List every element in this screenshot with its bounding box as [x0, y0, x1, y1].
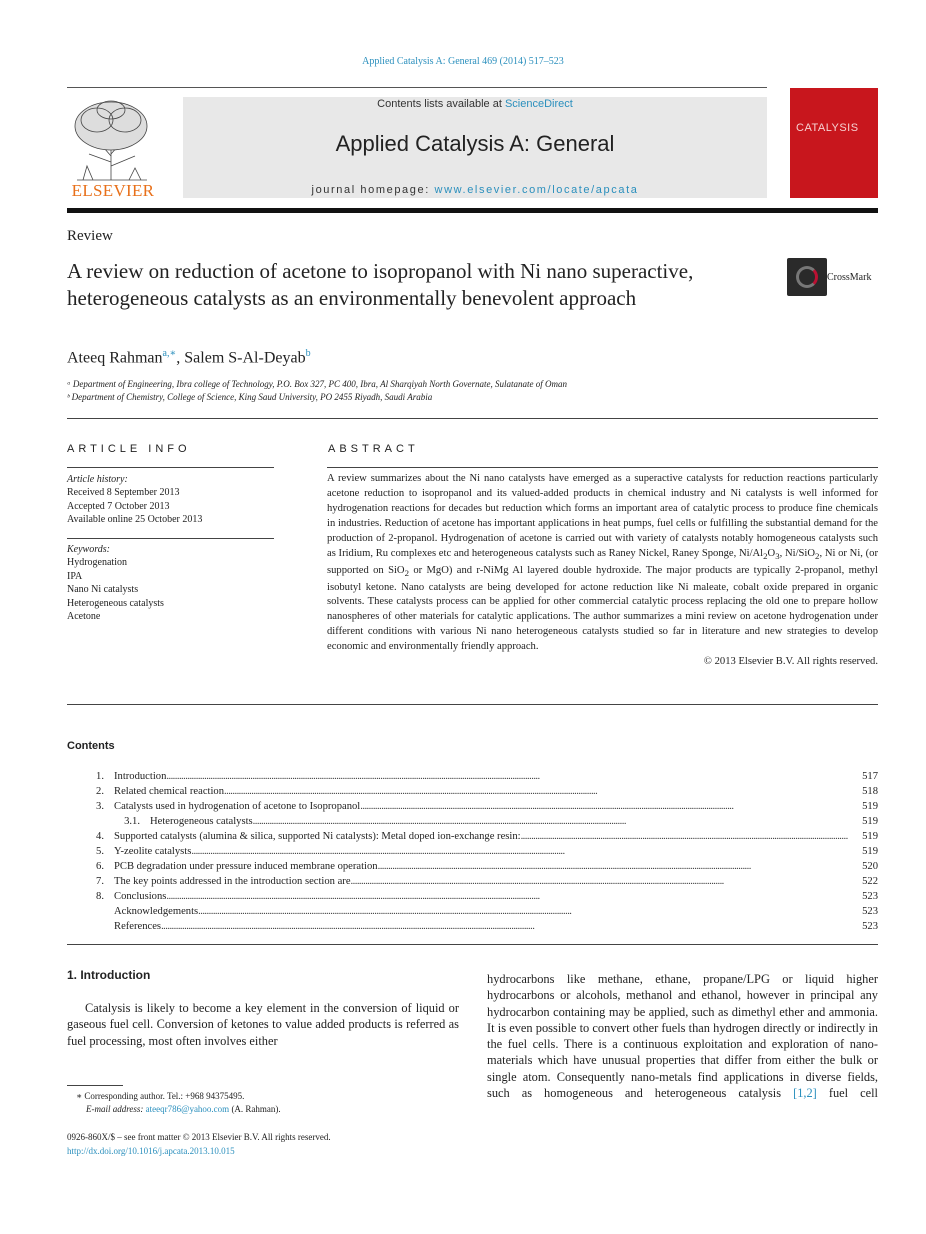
introduction-heading: 1. Introduction — [67, 968, 151, 982]
toc-entry-page[interactable]: 519 — [862, 831, 878, 842]
online-date: Available online 25 October 2013 — [67, 514, 203, 526]
body-paragraph: hydrocarbons like methane, ethane, propane/LPG or liquid higher hydrocarbons or alcohols, methanol and ethanol, however in principal any hydrocarbon containing may be applied, such as dimethyl ether and ammonia. It is even possible to convert other fuels than hydrogen directly or indirectly in the fuel cells. There is a continuous exploitation and exploration of nano-materials which have unusual properties that differ from either the bulk or single atom. Consequently nano-metals find applications in diverse fields, such as homogeneous and heterogeneous catalysis [1,2] fuel cell — [487, 972, 878, 1101]
toc-entry-page[interactable]: 519 — [862, 816, 878, 827]
toc-entry-title[interactable]: Related chemical reaction — [114, 786, 224, 797]
homepage-prefix: journal homepage: — [311, 184, 435, 196]
toc-dot-leader — [161, 919, 848, 934]
sciencedirect-link[interactable]: ScienceDirect — [504, 98, 573, 110]
contents-availability — [183, 98, 767, 110]
article-title: A review on reduction of acetone to isopropanol with Ni nano superactive, heterogeneous catalysts as an environmentally benevolent approach — [67, 259, 694, 310]
corresponding-author-note: ∗ Corresponding author. Tel.: +968 94375495. — [76, 1091, 245, 1101]
toc-entry-title[interactable]: Introduction — [114, 771, 167, 782]
toc-dot-leader — [166, 889, 848, 904]
email-suffix: (A. Rahman). — [229, 1104, 281, 1114]
author-affiliation-link[interactable]: b — [305, 348, 311, 359]
toc-entry-page[interactable]: 522 — [862, 876, 878, 887]
homepage-link[interactable]: www.elsevier.com/locate/apcata — [434, 184, 639, 196]
toc-entry-title[interactable]: The key points addressed in the introduction section are — [114, 876, 351, 887]
toc-entry-number: 7. — [96, 876, 104, 887]
toc-dot-leader — [253, 814, 848, 829]
received-date: Received 8 September 2013 — [67, 487, 180, 499]
toc-entry-page[interactable]: 519 — [862, 801, 878, 812]
toc-entry-page[interactable]: 523 — [862, 891, 878, 902]
toc-entry-title[interactable]: Acknowledgements — [114, 906, 199, 917]
toc-entry[interactable] — [67, 919, 878, 934]
article-history — [67, 473, 202, 527]
toc-entry[interactable] — [67, 784, 878, 799]
keyword: Acetone — [67, 611, 101, 623]
journal-citation[interactable]: Applied Catalysis A: General 469 (2014) 517–523 — [362, 56, 564, 67]
body-column-left — [67, 1000, 459, 1049]
toc-entry-number: 6. — [96, 861, 104, 872]
toc-entry[interactable] — [67, 769, 878, 784]
header-divider — [67, 87, 767, 88]
toc-entry-page[interactable]: 523 — [862, 921, 878, 932]
crossmark-ring-icon — [796, 266, 818, 288]
toc-entry[interactable] — [67, 904, 878, 919]
toc-dot-leader — [360, 799, 848, 814]
journal-homepage — [183, 184, 767, 196]
author-list — [67, 348, 311, 367]
citation-reference-link[interactable]: [1,2] — [793, 1086, 817, 1101]
crossmark-icon[interactable] — [787, 258, 827, 296]
toc-dot-leader — [378, 859, 848, 874]
doi-link[interactable]: http://dx.doi.org/10.1016/j.apcata.2013.10.015 — [67, 1146, 235, 1156]
author-name: Salem S-Al-Deyab — [184, 349, 306, 367]
abstract-divider — [327, 467, 878, 468]
toc-dot-leader — [521, 829, 848, 844]
journal-title: Applied Catalysis A: General — [335, 131, 615, 156]
toc-entry[interactable] — [67, 859, 878, 874]
crossmark-label[interactable]: CrossMark — [827, 272, 872, 283]
keyword: IPA — [67, 570, 83, 582]
issn-line: 0926-860X/$ – see front matter © 2013 Elsevier B.V. All rights reserved. — [67, 1132, 331, 1142]
toc-entry-page[interactable]: 519 — [862, 846, 878, 857]
body-paragraph: Catalysis is likely to become a key element in the conversion of liquid or gaseous fuel cell. Conversion of ketones to value added products is referred as fuel processing, most often involves either — [67, 1001, 459, 1048]
toc-entry-page[interactable]: 518 — [862, 786, 878, 797]
toc-entry-number: 8. — [96, 891, 104, 902]
journal-cover-thumbnail[interactable] — [790, 88, 878, 198]
copyright-notice: © 2013 Elsevier B.V. All rights reserved. — [703, 656, 878, 668]
elsevier-wordmark: ELSEVIER — [71, 181, 155, 200]
abstract-text: A review summarizes about the Ni nano catalysts have emerged as a superactive catalysts for reduction reactions particularly acetone reduction to isopropanol and its valued-added products in chemical industry and Ni catalysts is well informed for hydrogenation reactions for decades but reduction which forms an important area of catalytic process to produce fine chemicals in industries. Reduction of acetone has important applications in heat pumps, fuel cells or fulfilling the substantial demand for the production of 2-propanol. Hydrogenation of acetone is carried out with variety of catalysts notably homogeneous catalysts such as Iridium, Ru complexes etc and heterogeneous catalysts such as Raney Nickel, Raney Sponge, $Ni/Al_2O_3$, Ni/SiO$_2$, Ni or Ni, (or supported on SiO$_2$ or MgO) and r-NiMg Al layered double hydroxide. The major products are typically 2-propanol, methyl isobutyl ketone. Nano catalysts are being developed for actone reduction like Ni maleate, cobalt oxide prepared in organic solvents. These catalysts process can be applied for other commercial catalytic process replacing the old one to prepare hollow nanospheres of other materials for catalytic applications. The author summarizes a mini review on acetone hydrogenation under different conditions with various Ni nano heterogeneous catalysts studied so far in literature and new strategies to develop economic and environmentally friendly approach. — [327, 473, 878, 653]
accepted-date: Accepted 7 October 2013 — [67, 500, 170, 512]
toc-entry[interactable] — [67, 799, 878, 814]
toc-entry-page[interactable]: 520 — [862, 861, 878, 872]
toc-entry-title[interactable]: PCB degradation under pressure induced membrane operation — [114, 861, 378, 872]
cover-title: CATALYSIS — [796, 122, 859, 134]
table-of-contents — [67, 769, 878, 934]
article-info-heading: ARTICLE INFO — [67, 443, 191, 455]
keywords-divider — [67, 538, 274, 539]
keywords-label: Keywords: — [67, 544, 110, 555]
article-info-divider — [67, 467, 274, 468]
author-affiliation-link[interactable]: a,∗ — [162, 348, 177, 359]
toc-entry-title[interactable]: Y-zeolite catalysts — [114, 846, 192, 857]
toc-entry[interactable] — [67, 874, 878, 889]
article-type: Review — [67, 228, 113, 244]
keyword: Heterogeneous catalysts — [67, 597, 164, 609]
toc-entry-number: 2. — [96, 786, 104, 797]
toc-entry-page[interactable]: 523 — [862, 906, 878, 917]
toc-entry-title[interactable]: Catalysts used in hydrogenation of acetone to Isopropanol — [114, 801, 361, 812]
keyword: Hydrogenation — [67, 557, 127, 569]
toc-entry-title[interactable]: References — [114, 921, 162, 932]
keywords-block — [67, 543, 164, 623]
author-separator: , — [176, 349, 185, 367]
email-label: E-mail address: — [86, 1104, 146, 1114]
section-divider — [67, 704, 878, 705]
toc-dot-leader — [198, 904, 848, 919]
abstract-body — [327, 472, 878, 670]
contents-heading: Contents — [67, 740, 115, 752]
email-link[interactable]: ateeqr786@yahoo.com — [145, 1104, 230, 1114]
keyword: Nano Ni catalysts — [67, 584, 139, 596]
toc-entry[interactable] — [67, 814, 878, 829]
toc-entry-page[interactable]: 517 — [862, 771, 878, 782]
toc-entry[interactable] — [67, 844, 878, 859]
journal-masthead — [183, 97, 767, 198]
affiliation-a: ᵃ Department of Engineering, Ibra college of Technology, P.O. Box 327, PC 400, Ibra, Al Sharqiyah North Governate, Sulatanate of Oman — [67, 379, 568, 389]
toc-entry-number: 5. — [96, 846, 104, 857]
toc-entry-number: 3.1. — [124, 816, 140, 827]
toc-entry-number: 4. — [96, 831, 104, 842]
abstract-heading: ABSTRACT — [328, 443, 419, 455]
footnote-divider — [67, 1085, 123, 1086]
toc-entry[interactable] — [67, 889, 878, 904]
toc-entry-title[interactable]: Heterogeneous catalysts — [150, 816, 253, 827]
history-label: Article history: — [67, 474, 128, 485]
toc-entry[interactable] — [67, 829, 878, 844]
author-name: Ateeq Rahman — [67, 349, 163, 367]
contents-prefix: Contents lists available at — [377, 98, 505, 110]
toc-entry-title[interactable]: Supported catalysts (alumina & silica, supported Ni catalysts): Metal doped ion-exchange resin: — [114, 831, 521, 842]
toc-dot-leader — [166, 769, 848, 784]
section-divider — [67, 944, 878, 945]
toc-dot-leader — [224, 784, 848, 799]
body-column-right — [487, 971, 878, 1101]
toc-dot-leader — [191, 844, 848, 859]
toc-entry-title[interactable]: Conclusions — [114, 891, 167, 902]
toc-entry-number: 3. — [96, 801, 104, 812]
toc-entry-number: 1. — [96, 771, 104, 782]
section-divider — [67, 418, 878, 419]
affiliation-b: ᵇ Department of Chemistry, College of Science, King Saud University, PO 2455 Riyadh, Saudi Arabia — [67, 392, 433, 402]
toc-dot-leader — [351, 874, 848, 889]
email-note — [86, 1104, 281, 1114]
header-thick-divider — [67, 208, 878, 213]
